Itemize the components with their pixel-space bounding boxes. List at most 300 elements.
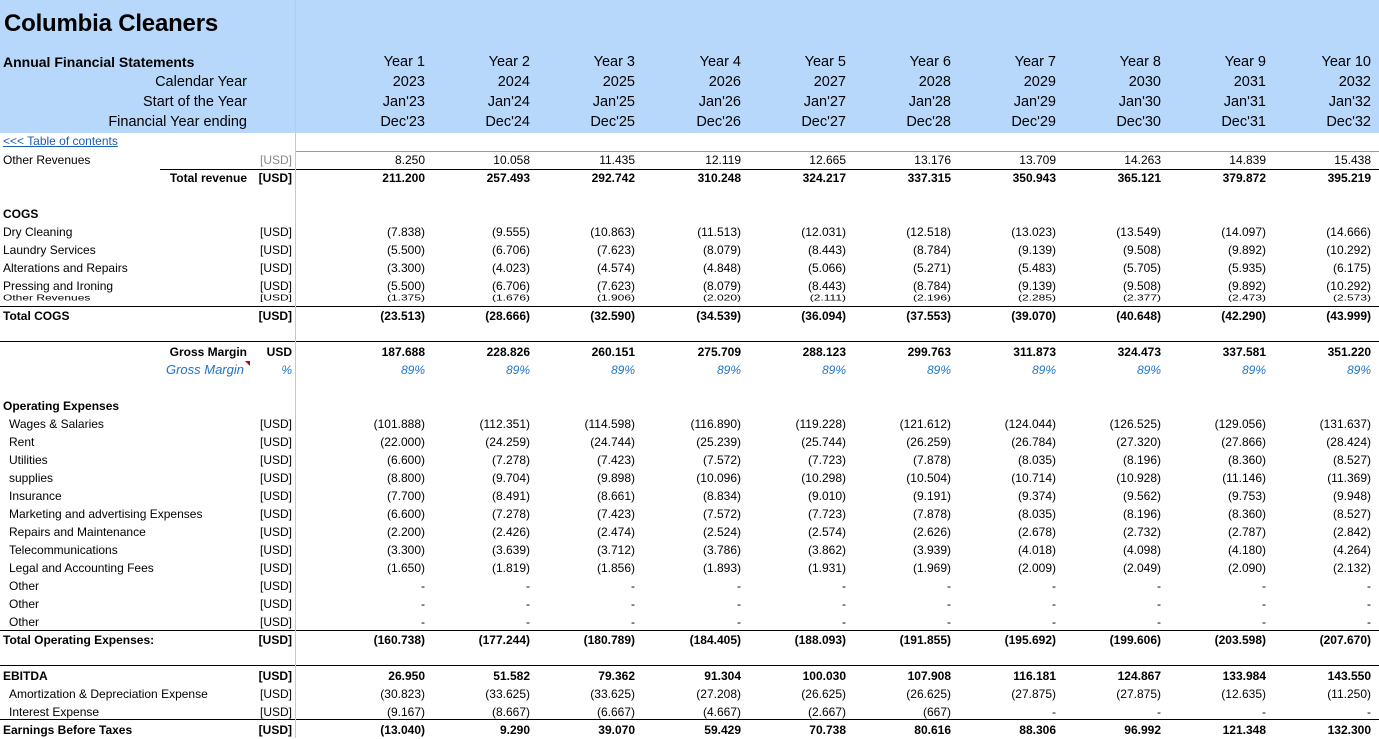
value-cell: (32.590) — [590, 309, 635, 323]
value-cell: (5.271) — [912, 261, 951, 275]
value-cell: 260.151 — [591, 345, 635, 359]
value-cell: (9.948) — [1332, 489, 1371, 503]
value-cell: (667) — [922, 705, 951, 719]
value-cell: (14.666) — [1326, 225, 1371, 239]
row-label: Gross Margin — [169, 345, 247, 359]
value-cell: (2.667) — [807, 705, 846, 719]
year-header-end: Dec'25 — [590, 114, 635, 130]
value-cell: (9.898) — [596, 471, 635, 485]
value-cell: (1.931) — [807, 561, 846, 575]
value-cell: (6.600) — [386, 507, 425, 521]
row-label: Legal and Accounting Fees — [9, 561, 154, 575]
value-cell: 187.688 — [381, 345, 425, 359]
value-cell: (7.723) — [807, 507, 846, 521]
value-cell: (1.819) — [491, 561, 530, 575]
statements-label: Annual Financial Statements — [3, 54, 195, 70]
value-cell: (2.009) — [1017, 561, 1056, 575]
value-cell: (8.491) — [491, 489, 530, 503]
value-cell: 337.581 — [1222, 345, 1266, 359]
value-cell: - — [1157, 579, 1161, 593]
year-header-cal: 2024 — [497, 74, 530, 90]
value-cell: (34.539) — [696, 309, 741, 323]
row-label: Laundry Services — [3, 243, 96, 257]
row-unit: [USD] — [259, 225, 292, 239]
value-cell: (36.094) — [801, 309, 846, 323]
value-cell: - — [947, 615, 951, 629]
value-cell: 96.992 — [1124, 723, 1161, 737]
value-cell: (12.635) — [1221, 687, 1266, 701]
value-cell: - — [631, 579, 635, 593]
value-cell: (126.525) — [1109, 417, 1161, 431]
value-cell: (1.676) — [491, 292, 530, 303]
value-cell: (7.278) — [491, 507, 530, 521]
value-cell: (3.862) — [807, 543, 846, 557]
value-cell: (2.787) — [1227, 525, 1266, 539]
value-cell: 310.248 — [697, 171, 741, 185]
value-cell: (12.031) — [801, 225, 846, 239]
year-header-year: Year 3 — [593, 54, 635, 70]
value-cell: 12.119 — [705, 153, 741, 167]
row-divider — [0, 665, 1379, 666]
value-cell: (8.196) — [1122, 453, 1161, 467]
value-cell: (10.714) — [1011, 471, 1056, 485]
comment-indicator — [245, 361, 250, 366]
value-cell: 124.867 — [1117, 669, 1161, 683]
value-cell: - — [526, 597, 530, 611]
value-cell: (129.056) — [1214, 417, 1266, 431]
statement-row — [0, 241, 1379, 259]
row-label: Interest Expense — [9, 705, 100, 719]
company-title: Columbia Cleaners — [4, 10, 218, 37]
value-cell: (3.300) — [386, 261, 425, 275]
value-cell: (7.723) — [807, 453, 846, 467]
value-cell: (5.705) — [1122, 261, 1161, 275]
row-unit: [USD] — [259, 543, 292, 557]
value-cell: - — [1367, 579, 1371, 593]
value-cell: (2.196) — [912, 292, 951, 303]
value-cell: (7.700) — [386, 489, 425, 503]
value-cell: (25.239) — [696, 435, 741, 449]
value-cell: 89% — [610, 363, 635, 377]
value-cell: (2.049) — [1122, 561, 1161, 575]
value-cell: (8.079) — [702, 243, 741, 257]
year-header-year: Year 8 — [1119, 54, 1161, 70]
value-cell: 10.058 — [493, 153, 530, 167]
row-label: Operating Expenses — [3, 399, 120, 413]
statement-row — [0, 151, 1379, 169]
row-unit: USD — [266, 345, 292, 359]
value-cell: 80.616 — [914, 723, 951, 737]
value-cell: - — [842, 579, 846, 593]
row-divider — [0, 306, 1379, 307]
value-cell: (3.639) — [491, 543, 530, 557]
value-cell: 100.030 — [802, 669, 846, 683]
value-cell: (6.600) — [386, 453, 425, 467]
value-cell: (2.132) — [1332, 561, 1371, 575]
value-cell: (1.969) — [912, 561, 951, 575]
row-label: Telecommunications — [9, 543, 118, 557]
year-header-start: Jan'26 — [698, 94, 741, 110]
value-cell: (8.800) — [386, 471, 425, 485]
row-unit: [USD] — [258, 171, 292, 185]
row-divider — [0, 630, 1379, 631]
value-cell: (9.508) — [1122, 279, 1161, 293]
statement-row — [0, 505, 1379, 523]
row-divider — [160, 169, 1379, 170]
value-cell: 351.220 — [1327, 345, 1371, 359]
value-cell: (8.443) — [807, 243, 846, 257]
statement-row — [0, 361, 1379, 379]
value-cell: - — [1367, 705, 1371, 719]
value-cell: 89% — [926, 363, 951, 377]
value-cell: (6.706) — [491, 279, 530, 293]
value-cell: (121.612) — [899, 417, 951, 431]
statement-row — [0, 415, 1379, 433]
value-cell: (2.626) — [912, 525, 951, 539]
value-cell: 14.263 — [1124, 153, 1161, 167]
value-cell: (26.625) — [801, 687, 846, 701]
frozen-pane-divider — [295, 0, 296, 738]
value-cell: 211.200 — [382, 171, 425, 185]
row-label: COGS — [3, 207, 39, 221]
value-cell: (10.504) — [906, 471, 951, 485]
value-cell: 14.839 — [1229, 153, 1266, 167]
value-cell: (7.423) — [596, 507, 635, 521]
value-cell: (28.424) — [1326, 435, 1371, 449]
statement-row — [0, 307, 1379, 325]
value-cell: - — [631, 615, 635, 629]
row-label: Wages & Salaries — [9, 417, 104, 431]
value-cell: (2.426) — [491, 525, 530, 539]
value-cell: (7.572) — [702, 453, 741, 467]
row-label: Amortization & Depreciation Expense — [9, 687, 208, 701]
value-cell: (2.474) — [596, 525, 635, 539]
value-cell: (8.784) — [912, 243, 951, 257]
value-cell: (2.524) — [702, 525, 741, 539]
value-cell: (7.878) — [912, 507, 951, 521]
value-cell: 26.950 — [388, 669, 425, 683]
value-cell: (2.573) — [1332, 292, 1371, 303]
year-header-start: Jan'32 — [1328, 94, 1371, 110]
value-cell: (2.473) — [1227, 292, 1266, 303]
value-cell: (7.278) — [491, 453, 530, 467]
row-unit: [USD] — [259, 615, 292, 629]
value-cell: 311.873 — [1013, 345, 1056, 359]
value-cell: (26.259) — [906, 435, 951, 449]
year-header-year: Year 4 — [699, 54, 741, 70]
value-cell: - — [1262, 597, 1266, 611]
statement-row — [0, 451, 1379, 469]
row-label: Pressing and Ironing — [3, 279, 114, 293]
value-cell: (4.667) — [702, 705, 741, 719]
year-header-cal: 2029 — [1023, 74, 1056, 90]
row-unit: [USD] — [258, 309, 292, 323]
value-cell: (27.875) — [1116, 687, 1161, 701]
value-cell: 324.473 — [1117, 345, 1161, 359]
value-cell: 89% — [1136, 363, 1161, 377]
value-cell: - — [947, 579, 951, 593]
year-header-end: Dec'29 — [1011, 114, 1056, 130]
value-cell: (4.574) — [596, 261, 635, 275]
row-unit: [USD] — [259, 489, 292, 503]
value-cell: 350.943 — [1012, 171, 1056, 185]
value-cell: 292.742 — [591, 171, 635, 185]
value-cell: (27.866) — [1221, 435, 1266, 449]
value-cell: (7.572) — [702, 507, 741, 521]
value-cell: (2.678) — [1017, 525, 1056, 539]
value-cell: (8.360) — [1227, 507, 1266, 521]
statement-row — [0, 667, 1379, 685]
value-cell: (2.090) — [1227, 561, 1266, 575]
value-cell: (33.625) — [590, 687, 635, 701]
value-cell: - — [421, 615, 425, 629]
year-header-cal: 2028 — [918, 74, 951, 90]
value-cell: (9.892) — [1227, 279, 1266, 293]
value-cell: (191.855) — [899, 633, 951, 647]
year-header-year: Year 9 — [1224, 54, 1266, 70]
value-cell: (10.292) — [1326, 279, 1371, 293]
value-cell: (9.562) — [1122, 489, 1161, 503]
value-cell: (3.939) — [912, 543, 951, 557]
year-header-cal: 2026 — [708, 74, 741, 90]
value-cell: (1.906) — [596, 292, 635, 303]
value-cell: (7.623) — [596, 243, 635, 257]
row-unit: [USD] — [259, 525, 292, 539]
value-cell: 89% — [1241, 363, 1266, 377]
value-cell: (5.066) — [807, 261, 846, 275]
value-cell: (4.098) — [1122, 543, 1161, 557]
value-cell: (13.040) — [380, 723, 425, 737]
row-unit: [USD] — [259, 153, 292, 167]
value-cell: (3.712) — [596, 543, 635, 557]
value-cell: (33.625) — [485, 687, 530, 701]
value-cell: (8.196) — [1122, 507, 1161, 521]
value-cell: (180.789) — [583, 633, 635, 647]
table-of-contents-link[interactable]: <<< Table of contents — [3, 134, 118, 148]
year-header-cal: 2030 — [1128, 74, 1161, 90]
row-unit: [USD] — [259, 507, 292, 521]
year-header-end: Dec'26 — [696, 114, 741, 130]
value-cell: (112.351) — [479, 417, 530, 431]
row-unit: [USD] — [259, 261, 292, 275]
value-cell: (10.298) — [801, 471, 846, 485]
value-cell: (8.035) — [1017, 507, 1056, 521]
value-cell: 116.181 — [1013, 669, 1056, 683]
value-cell: (131.637) — [1319, 417, 1371, 431]
value-cell: (9.167) — [386, 705, 425, 719]
value-cell: (116.890) — [690, 417, 741, 431]
value-cell: - — [1262, 615, 1266, 629]
value-cell: 70.738 — [809, 723, 846, 737]
value-cell: 91.304 — [704, 669, 741, 683]
calendar-year-label: Calendar Year — [155, 74, 247, 90]
row-label: Alterations and Repairs — [3, 261, 128, 275]
value-cell: (1.650) — [386, 561, 425, 575]
value-cell: (5.500) — [386, 243, 425, 257]
value-cell: (9.010) — [807, 489, 846, 503]
value-cell: (8.079) — [702, 279, 741, 293]
value-cell: (114.598) — [584, 417, 635, 431]
value-cell: - — [526, 615, 530, 629]
row-unit: [USD] — [259, 243, 292, 257]
value-cell: (9.704) — [491, 471, 530, 485]
value-cell: (11.146) — [1222, 471, 1266, 485]
value-cell: 275.709 — [697, 345, 741, 359]
row-label: Other — [9, 579, 40, 593]
value-cell: (7.838) — [386, 225, 425, 239]
value-cell: - — [421, 597, 425, 611]
value-cell: (27.875) — [1011, 687, 1056, 701]
value-cell: 379.872 — [1222, 171, 1266, 185]
value-cell: - — [526, 579, 530, 593]
value-cell: (4.023) — [491, 261, 530, 275]
statement-row — [0, 721, 1379, 739]
value-cell: - — [1052, 615, 1056, 629]
row-unit: [USD] — [259, 471, 292, 485]
value-cell: 59.429 — [704, 723, 741, 737]
value-cell: (23.513) — [380, 309, 425, 323]
year-header-start: Jan'24 — [487, 94, 530, 110]
value-cell: (25.744) — [801, 435, 846, 449]
year-header-start: Jan'29 — [1013, 94, 1056, 110]
statement-row — [0, 487, 1379, 505]
value-cell: 107.908 — [907, 669, 951, 683]
year-header-cal: 2031 — [1233, 74, 1266, 90]
value-cell: (3.786) — [702, 543, 741, 557]
value-cell: (160.738) — [373, 633, 425, 647]
value-cell: (5.483) — [1017, 261, 1056, 275]
value-cell: (5.500) — [386, 279, 425, 293]
value-cell: (12.518) — [906, 225, 951, 239]
value-cell: (8.834) — [702, 489, 741, 503]
value-cell: - — [1157, 705, 1161, 719]
value-cell: (6.667) — [596, 705, 635, 719]
value-cell: 8.250 — [394, 153, 425, 167]
row-unit: % — [281, 363, 292, 377]
value-cell: (2.732) — [1122, 525, 1161, 539]
statement-row — [0, 469, 1379, 487]
row-unit: [USD] — [259, 292, 292, 303]
value-cell: (24.744) — [590, 435, 635, 449]
row-unit: [USD] — [259, 453, 292, 467]
value-cell: (119.228) — [795, 417, 846, 431]
value-cell: (8.035) — [1017, 453, 1056, 467]
value-cell: (2.285) — [1017, 292, 1056, 303]
row-unit: [USD] — [259, 687, 292, 701]
row-unit: [USD] — [259, 417, 292, 431]
row-label: Dry Cleaning — [3, 225, 73, 239]
statement-row — [0, 433, 1379, 451]
value-cell: - — [1367, 597, 1371, 611]
statement-row — [0, 541, 1379, 559]
value-cell: (3.300) — [386, 543, 425, 557]
value-cell: 299.763 — [907, 345, 951, 359]
row-label: Insurance — [9, 489, 62, 503]
statement-row — [0, 291, 1379, 304]
value-cell: 13.709 — [1019, 153, 1056, 167]
value-cell: (9.139) — [1017, 243, 1056, 257]
value-cell: (2.020) — [702, 292, 741, 303]
year-header-year: Year 10 — [1321, 54, 1371, 70]
statement-row — [0, 259, 1379, 277]
row-label: Rent — [9, 435, 35, 449]
row-label: Other — [9, 615, 40, 629]
row-label: Other — [9, 597, 40, 611]
value-cell: (27.208) — [696, 687, 741, 701]
value-cell: (10.863) — [590, 225, 635, 239]
value-cell: 13.176 — [914, 153, 951, 167]
year-header-year: Year 1 — [383, 54, 425, 70]
year-header-year: Year 5 — [804, 54, 846, 70]
value-cell: 9.290 — [499, 723, 530, 737]
value-cell: (24.259) — [485, 435, 530, 449]
value-cell: (1.856) — [596, 561, 635, 575]
value-cell: (1.375) — [386, 292, 425, 303]
year-header-start: Jan'28 — [908, 94, 951, 110]
value-cell: (6.706) — [491, 243, 530, 257]
financial-year-ending-label: Financial Year ending — [108, 114, 247, 130]
year-header-end: Dec'27 — [801, 114, 846, 130]
value-cell: (13.023) — [1011, 225, 1056, 239]
value-cell: 395.219 — [1327, 171, 1371, 185]
value-cell: (10.096) — [696, 471, 741, 485]
value-cell: (195.692) — [1004, 633, 1056, 647]
value-cell: - — [737, 615, 741, 629]
value-cell: - — [1052, 579, 1056, 593]
value-cell: (4.018) — [1017, 543, 1056, 557]
row-label: Other Revenues — [3, 153, 91, 167]
value-cell: (27.320) — [1116, 435, 1161, 449]
value-cell: - — [947, 597, 951, 611]
year-header-end: Dec'24 — [485, 114, 530, 130]
row-unit: [USD] — [259, 435, 292, 449]
year-header-cal: 2027 — [813, 74, 846, 90]
value-cell: (4.848) — [702, 261, 741, 275]
value-cell: (8.443) — [807, 279, 846, 293]
value-cell: (40.648) — [1116, 309, 1161, 323]
value-cell: (4.264) — [1332, 543, 1371, 557]
value-cell: (4.180) — [1227, 543, 1266, 557]
value-cell: (28.666) — [485, 309, 530, 323]
year-header-year: Year 2 — [488, 54, 530, 70]
row-divider — [296, 151, 1379, 152]
value-cell: - — [1157, 615, 1161, 629]
value-cell: (5.935) — [1227, 261, 1266, 275]
statement-row — [0, 595, 1379, 613]
value-cell: 257.493 — [486, 171, 530, 185]
value-cell: - — [1052, 705, 1056, 719]
value-cell: 132.300 — [1327, 723, 1371, 737]
value-cell: 288.123 — [802, 345, 846, 359]
value-cell: - — [737, 579, 741, 593]
year-header-end: Dec'30 — [1116, 114, 1161, 130]
statement-row — [0, 613, 1379, 631]
value-cell: (26.625) — [906, 687, 951, 701]
value-cell: (7.423) — [596, 453, 635, 467]
value-cell: (101.888) — [373, 417, 425, 431]
value-cell: (6.175) — [1332, 261, 1371, 275]
value-cell: (26.784) — [1011, 435, 1056, 449]
year-header-start: Jan'31 — [1223, 94, 1266, 110]
value-cell: (10.292) — [1326, 243, 1371, 257]
row-label: supplies — [9, 471, 54, 485]
value-cell: 79.362 — [598, 669, 635, 683]
statement-row — [0, 685, 1379, 703]
year-header-end: Dec'31 — [1221, 114, 1266, 130]
value-cell: - — [421, 579, 425, 593]
value-cell: (8.784) — [912, 279, 951, 293]
row-divider — [0, 341, 1379, 342]
